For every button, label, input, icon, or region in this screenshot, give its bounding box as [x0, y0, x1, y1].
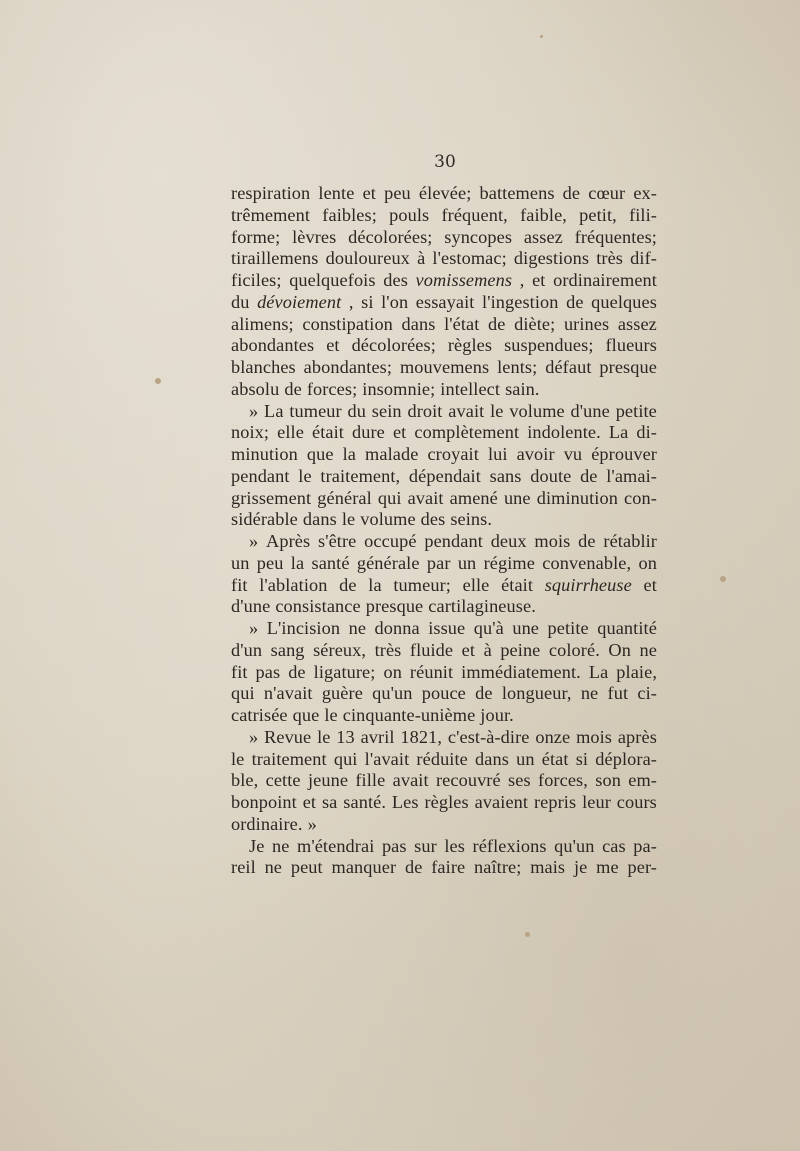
- text-line: [231, 618, 657, 640]
- word: de: [288, 661, 306, 682]
- word: fit: [231, 661, 248, 682]
- word: lente: [318, 183, 355, 203]
- word: digestions: [513, 248, 590, 269]
- word: elle: [277, 422, 304, 443]
- word: reil: [231, 857, 256, 878]
- word: La: [588, 661, 609, 682]
- word: cours: [616, 792, 657, 812]
- word: dans: [401, 313, 436, 334]
- word: abondantes;: [303, 357, 393, 377]
- word: cas: [602, 835, 626, 856]
- paper-speck: [525, 932, 530, 937]
- word: petite: [547, 618, 589, 638]
- text-line: [231, 836, 657, 858]
- word: l'avait: [364, 748, 410, 769]
- word: peu: [256, 552, 284, 573]
- word: pouls: [389, 204, 430, 225]
- word: deux: [490, 531, 527, 551]
- text-line: [231, 466, 657, 488]
- word: le: [490, 400, 504, 421]
- text-line: [231, 857, 657, 879]
- word: forces,: [538, 770, 588, 791]
- word: si: [361, 291, 374, 312]
- word: son: [595, 770, 621, 791]
- text-line: [231, 183, 657, 205]
- word: le: [317, 726, 331, 747]
- text-line: [231, 488, 657, 510]
- word: l'amai-: [606, 465, 657, 486]
- word: essayait: [415, 291, 475, 312]
- word: cartilagineuse.: [428, 596, 536, 617]
- word: consistance: [275, 596, 361, 617]
- word: à: [483, 639, 492, 660]
- text-line: [231, 205, 657, 227]
- word: dévoiement: [257, 291, 342, 312]
- word: une: [503, 487, 531, 508]
- word: tiraillemens: [231, 248, 319, 269]
- word: général: [317, 487, 372, 508]
- word: sans: [489, 465, 522, 486]
- word: On: [608, 639, 631, 660]
- word: alimens;: [231, 313, 294, 334]
- word: et: [532, 270, 546, 290]
- word: mois: [534, 531, 571, 551]
- word: leur: [582, 792, 611, 812]
- word: lui: [487, 444, 508, 464]
- word: doute: [530, 465, 572, 486]
- word: de: [566, 291, 584, 312]
- word: état: [541, 748, 569, 769]
- word: suspendues;: [504, 335, 594, 356]
- word: par: [426, 552, 451, 573]
- word: urines: [563, 313, 610, 334]
- word: élevée;: [418, 183, 472, 203]
- word: ne: [580, 683, 599, 704]
- word: le: [231, 748, 245, 769]
- word: mois: [576, 726, 613, 747]
- word: sang: [270, 639, 305, 660]
- text-line: [231, 596, 657, 618]
- word: fit: [231, 574, 248, 595]
- word: La: [264, 400, 284, 421]
- word: volume: [360, 509, 416, 530]
- word: donna: [374, 618, 420, 638]
- word: »: [249, 726, 259, 747]
- text-line: [231, 357, 657, 379]
- text-line: [231, 683, 657, 705]
- word: ci-: [637, 683, 657, 704]
- word: générale: [356, 552, 420, 573]
- word: fut: [607, 683, 629, 704]
- word: fréquent,: [441, 204, 508, 225]
- word: pa-: [633, 835, 657, 856]
- word: vu: [563, 444, 583, 464]
- word: et: [302, 792, 317, 812]
- paper-speck: [540, 35, 543, 38]
- text-line: [231, 749, 657, 771]
- word: de: [339, 574, 357, 595]
- word: issue: [428, 618, 466, 638]
- word: santé.: [343, 792, 387, 812]
- word: s'être: [317, 531, 357, 551]
- word: l'état: [444, 313, 480, 334]
- word: abondantes: [231, 335, 315, 356]
- word: sidérable: [231, 509, 298, 530]
- word: L'incision: [266, 618, 341, 638]
- word: »: [249, 400, 259, 421]
- word: sain.: [505, 378, 540, 399]
- word: très: [596, 248, 624, 269]
- word: traitement,: [320, 465, 401, 486]
- word: de: [578, 531, 596, 551]
- word: que: [306, 444, 334, 464]
- word: avait: [448, 400, 485, 421]
- word: diminution: [536, 487, 618, 508]
- word: ficiles;: [231, 270, 282, 290]
- word: 1821,: [400, 726, 443, 747]
- word: règles: [424, 792, 469, 812]
- word: elle: [462, 574, 490, 595]
- word: un: [516, 748, 535, 769]
- word: faibles;: [322, 204, 377, 225]
- word: di-: [636, 422, 657, 443]
- word: naître;: [474, 857, 522, 878]
- word: noix;: [231, 422, 270, 443]
- word: après: [617, 726, 657, 747]
- word: de: [580, 465, 598, 486]
- word: de: [488, 313, 506, 334]
- body-text: [231, 183, 657, 879]
- word: peu: [384, 183, 411, 203]
- word: pendant: [231, 465, 290, 486]
- word: squirrheuse: [544, 574, 632, 595]
- word: volume: [509, 400, 565, 421]
- word: avaient: [474, 792, 529, 812]
- word: absolu: [231, 378, 280, 399]
- word: intellect: [440, 378, 501, 399]
- word: blanches: [231, 357, 296, 377]
- word: ,: [519, 270, 525, 290]
- word: »: [249, 618, 259, 638]
- word: de: [284, 378, 302, 399]
- word: décolorées;: [351, 335, 436, 356]
- word: recouvré: [435, 770, 501, 791]
- word: tumeur;: [393, 574, 451, 595]
- word: coloré.: [548, 639, 600, 660]
- word: Revue: [264, 726, 312, 747]
- text-line: [231, 770, 657, 792]
- word: qui: [377, 487, 402, 508]
- word: vomissemens: [415, 270, 513, 290]
- word: forces;: [306, 378, 358, 399]
- word: fréquentes;: [574, 226, 657, 247]
- text-line: [231, 422, 657, 444]
- word: Je: [249, 835, 265, 856]
- word: faire: [431, 857, 466, 878]
- word: la: [290, 552, 305, 573]
- text-line: [231, 814, 657, 836]
- word: immédiatement.: [461, 661, 581, 682]
- word: réflexions: [472, 835, 547, 856]
- word: ne: [639, 639, 657, 660]
- word: assez: [523, 226, 563, 247]
- word: régime: [483, 552, 535, 573]
- word: dif-: [630, 248, 657, 269]
- word: ble,: [231, 770, 259, 791]
- word: jour.: [480, 705, 514, 725]
- word: éprouver: [591, 444, 657, 464]
- word: dépendait: [408, 465, 481, 486]
- word: avait: [392, 770, 429, 791]
- word: avoir: [516, 444, 555, 464]
- word: cette: [265, 770, 301, 791]
- word: grissement: [231, 487, 312, 508]
- text-line: [231, 575, 657, 597]
- text-line: [231, 640, 657, 662]
- text-line: [231, 444, 657, 466]
- word: insomnie;: [362, 378, 436, 399]
- text-line: [231, 509, 657, 531]
- word: qu'à: [473, 618, 504, 638]
- word: règles: [447, 335, 493, 356]
- word: seins.: [450, 509, 493, 530]
- text-line: [231, 792, 657, 814]
- word: réunit: [409, 661, 454, 682]
- text-line: [231, 727, 657, 749]
- word: je: [573, 857, 588, 878]
- word: amené: [449, 487, 498, 508]
- word: réduite: [416, 748, 468, 769]
- word: fili-: [629, 204, 657, 225]
- word: la: [342, 444, 356, 464]
- word: rétablir: [603, 531, 657, 551]
- word: me: [596, 857, 619, 878]
- word: tumeur: [289, 400, 342, 421]
- word: »: [249, 531, 259, 551]
- text-line: [231, 531, 657, 553]
- page-number: 30: [434, 152, 456, 172]
- word: battemens: [479, 183, 555, 203]
- word: santé: [311, 552, 350, 573]
- text-line: [231, 335, 657, 357]
- text-line: [231, 314, 657, 336]
- word: trêmement: [231, 204, 311, 225]
- word: des: [383, 270, 408, 290]
- word: la: [368, 574, 382, 595]
- word: dans: [302, 509, 337, 530]
- word: forme;: [231, 226, 281, 247]
- word: convenable,: [542, 552, 632, 573]
- word: presque: [365, 596, 424, 617]
- word: d'un: [231, 639, 263, 660]
- word: dure: [352, 422, 385, 443]
- word: du: [231, 291, 250, 312]
- word: l'estomac;: [432, 248, 507, 269]
- word: croyait: [427, 444, 479, 464]
- word: 13: [336, 726, 355, 747]
- word: indolente.: [527, 422, 601, 443]
- text-line: [231, 270, 657, 292]
- word: minution: [231, 444, 298, 464]
- word: fluide: [409, 639, 454, 660]
- word: constipation: [302, 313, 393, 334]
- word: per-: [627, 857, 657, 878]
- word: con-: [624, 487, 657, 508]
- word: sur: [414, 835, 437, 856]
- word: à: [417, 248, 426, 269]
- word: qui: [333, 748, 358, 769]
- word: longueur,: [501, 683, 572, 704]
- paper-speck: [155, 378, 161, 384]
- word: d'une: [570, 400, 610, 421]
- word: ligature;: [313, 661, 376, 682]
- word: décolorées;: [348, 226, 433, 247]
- word: ses: [508, 770, 531, 791]
- word: que: [292, 705, 320, 725]
- word: avait: [407, 487, 444, 508]
- word: l'ingestion: [482, 291, 559, 312]
- word: quantité: [597, 618, 657, 638]
- word: manquer: [331, 857, 397, 878]
- word: malade: [365, 444, 419, 464]
- word: qu'un: [554, 835, 595, 856]
- word: pouce: [421, 683, 466, 704]
- word: ordinairement: [553, 270, 657, 290]
- text-line: [231, 553, 657, 575]
- word: défaut: [545, 357, 592, 377]
- text-line: [231, 401, 657, 423]
- word: on: [638, 552, 657, 573]
- word: lents;: [497, 357, 538, 377]
- word: et: [392, 422, 407, 443]
- paper-speck: [720, 576, 726, 582]
- word: un: [231, 552, 250, 573]
- word: c'est-à-dire: [447, 726, 530, 747]
- text-line: [231, 705, 657, 727]
- word: fille: [355, 770, 386, 791]
- word: mouvemens: [399, 357, 490, 377]
- word: peut: [290, 857, 323, 878]
- word: de: [404, 857, 423, 878]
- word: qui: [231, 683, 255, 704]
- word: ne: [264, 857, 283, 878]
- word: et: [326, 335, 340, 356]
- word: quelques: [591, 291, 657, 312]
- word: La: [608, 422, 629, 443]
- word: le: [324, 705, 338, 725]
- word: em-: [628, 770, 657, 791]
- word: ,: [348, 291, 354, 312]
- word: cœur: [588, 183, 626, 203]
- word: pendant: [424, 531, 483, 551]
- word: du: [347, 400, 366, 421]
- word: occupé: [364, 531, 417, 551]
- word: Après: [266, 531, 311, 551]
- word: jeune: [307, 770, 349, 791]
- word: douloureux: [325, 248, 410, 269]
- word: ne: [271, 835, 290, 856]
- text-line: [231, 227, 657, 249]
- word: ex-: [633, 183, 657, 203]
- text-line: [231, 379, 657, 401]
- word: pas: [381, 835, 407, 856]
- word: catrisée: [231, 705, 288, 725]
- word: quelquefois: [289, 270, 376, 290]
- word: assez: [617, 313, 657, 334]
- word: déplora-: [595, 748, 657, 769]
- word: respiration: [231, 183, 311, 203]
- word: flueurs: [605, 335, 657, 356]
- word: avril: [360, 726, 395, 747]
- word: de: [562, 183, 581, 203]
- word: guère: [321, 683, 363, 704]
- word: un: [457, 552, 477, 573]
- word: était: [501, 574, 534, 595]
- word: syncopes: [444, 226, 513, 247]
- word: m'étendrai: [297, 835, 375, 856]
- word: d'une: [231, 596, 271, 617]
- word: le: [298, 465, 312, 486]
- word: les: [444, 835, 465, 856]
- word: ordinaire.: [231, 813, 303, 834]
- word: n'avait: [263, 683, 313, 704]
- word: petit,: [579, 204, 617, 225]
- word: traitement: [251, 748, 327, 769]
- word: complètement: [414, 422, 520, 443]
- word: repris: [533, 792, 577, 812]
- text-line: [231, 662, 657, 684]
- text-line: [231, 248, 657, 270]
- word: le: [341, 509, 356, 530]
- word: et: [643, 574, 657, 595]
- word: droit: [407, 400, 443, 421]
- word: mais: [530, 857, 566, 878]
- word: faible,: [520, 204, 567, 225]
- word: sa: [321, 792, 338, 812]
- word: dans: [475, 748, 509, 769]
- word: diète;: [514, 313, 556, 334]
- word: très: [374, 639, 402, 660]
- word: l'on: [381, 291, 409, 312]
- word: pas: [255, 661, 281, 682]
- word: qu'un: [372, 683, 413, 704]
- text-line: [231, 292, 657, 314]
- word: lèvres: [292, 226, 337, 247]
- word: cinquante-unième: [342, 705, 476, 725]
- word: était: [311, 422, 344, 443]
- word: »: [307, 813, 317, 834]
- word: une: [512, 618, 540, 638]
- word: on: [383, 661, 402, 682]
- word: et: [461, 639, 476, 660]
- word: bonpoint: [231, 792, 297, 812]
- word: petite: [615, 400, 657, 421]
- word: ne: [348, 618, 367, 638]
- word: de: [475, 683, 493, 704]
- word: Les: [391, 792, 419, 812]
- word: plaie,: [616, 661, 657, 682]
- word: peine: [500, 639, 541, 660]
- word: presque: [599, 357, 657, 377]
- word: des: [420, 509, 446, 530]
- word: séreux,: [313, 639, 367, 660]
- word: onze: [535, 726, 571, 747]
- word: si: [575, 748, 589, 769]
- word: et: [362, 183, 376, 203]
- word: sein: [371, 400, 402, 421]
- word: l'ablation: [259, 574, 328, 595]
